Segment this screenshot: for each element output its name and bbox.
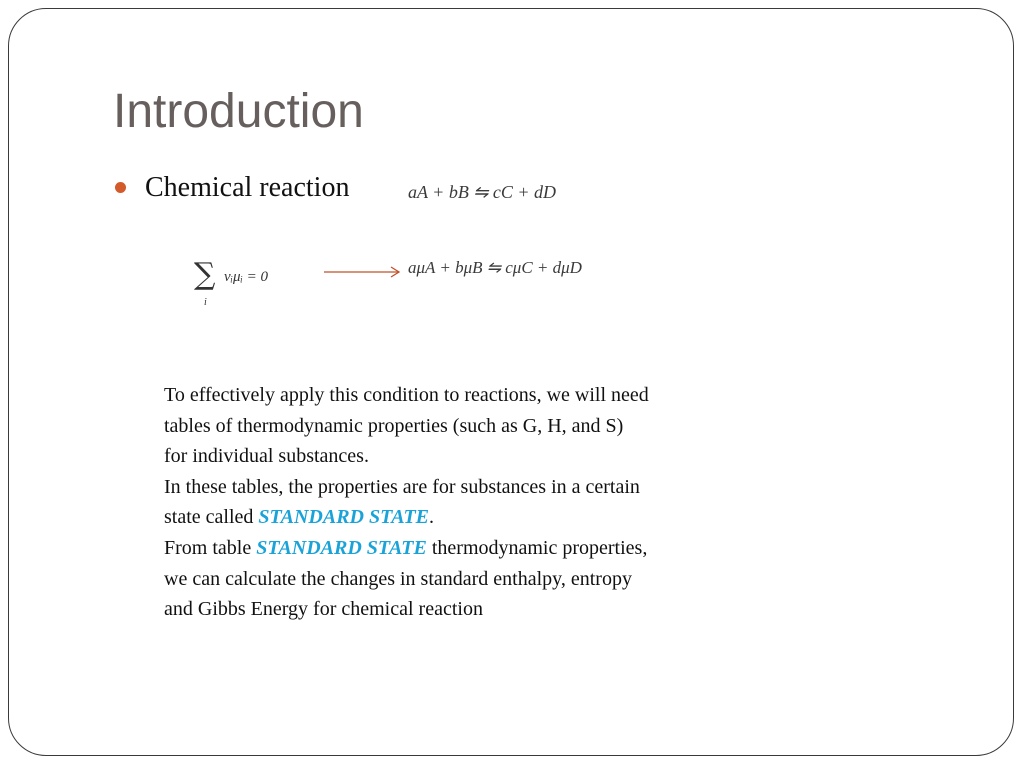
slide-title: Introduction — [113, 85, 364, 138]
paragraph-line: we can calculate the changes in standard enthalpy, entropy — [164, 567, 632, 590]
reaction-equation: aA + bB ⇋ cC + dD — [408, 182, 557, 202]
paragraph-line — [164, 533, 764, 564]
explanation-paragraph — [164, 380, 764, 625]
paragraph-line: for individual substances. — [164, 445, 369, 468]
paragraph-line: tables of thermodynamic properties (such as G, H, and S) — [164, 414, 624, 437]
paragraph-line: To effectively apply this condition to reactions, we will need — [164, 384, 649, 406]
right-arrow-icon — [324, 262, 404, 282]
paragraph-text: . — [429, 506, 435, 529]
summation-symbol: ∑ — [194, 257, 216, 292]
chemical-potential-equation: aμA + bμB ⇋ cμC + dμD — [408, 258, 582, 277]
standard-state-highlight: STANDARD STATE — [256, 536, 427, 559]
paragraph-line: In these tables, the properties are for substances in a certain — [164, 475, 640, 498]
bullet-dot-icon — [115, 182, 126, 193]
summation-body: vᵢμᵢ = 0 — [224, 269, 269, 285]
paragraph-line: and Gibbs Energy for chemical reaction — [164, 598, 483, 621]
paragraph-text: state called — [164, 506, 259, 529]
bullet-text: Chemical reaction — [145, 172, 350, 203]
standard-state-highlight: STANDARD STATE — [258, 506, 430, 529]
paragraph-text: thermodynamic properties, — [426, 536, 648, 559]
equilibrium-condition-equation — [194, 257, 304, 313]
summation-index: i — [204, 297, 207, 308]
paragraph-line — [164, 502, 764, 533]
paragraph-text: From table — [164, 536, 257, 559]
